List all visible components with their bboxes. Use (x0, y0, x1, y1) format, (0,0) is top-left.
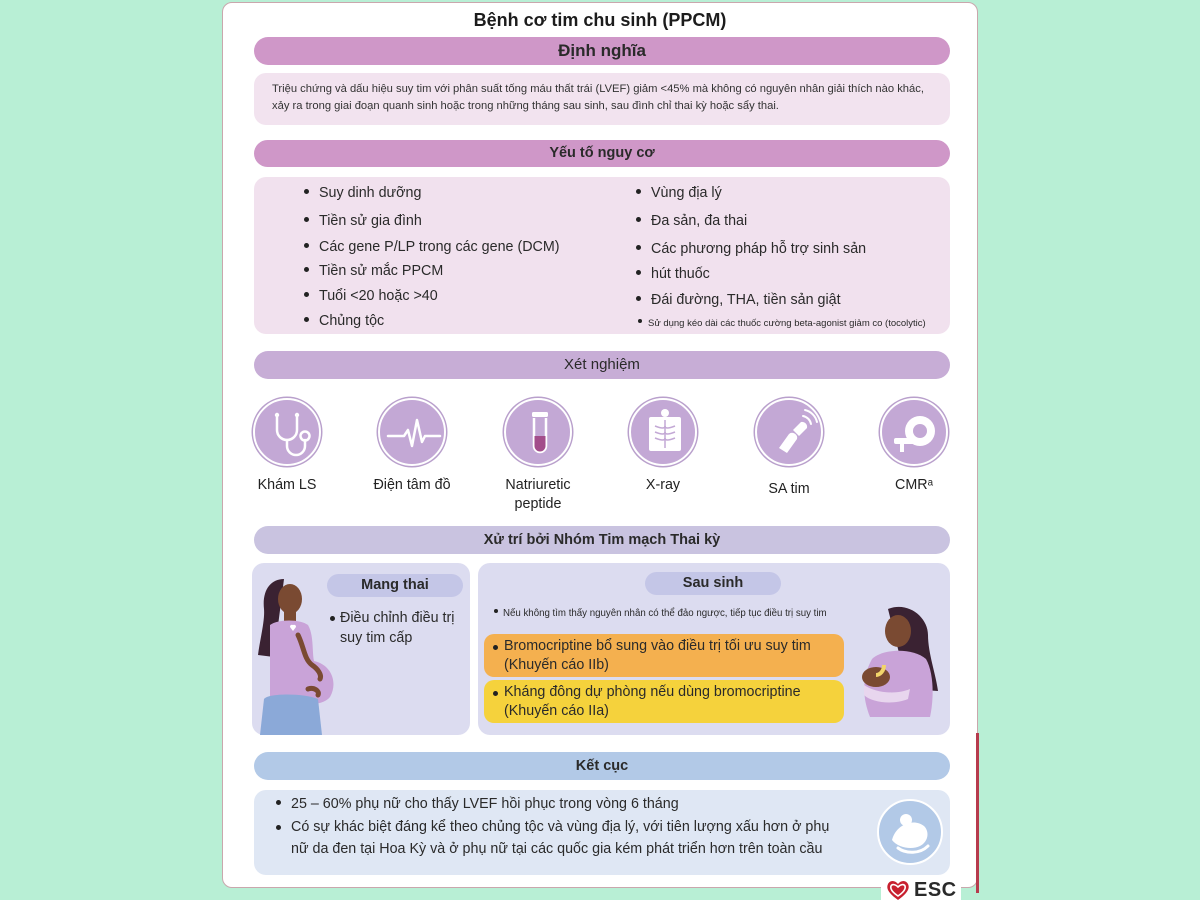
test-label: Natriuretic peptide (505, 477, 571, 512)
test-label: SA tim (768, 481, 810, 497)
postpartum-panel (478, 563, 950, 735)
risk-item: Suy dinh dưỡng (304, 185, 421, 201)
management-heading: Xử trí bởi Nhóm Tim mạch Thai kỳ (254, 526, 950, 554)
risk-item: Các phương pháp hỗ trợ sinh sản (636, 241, 866, 257)
risk-item: Chủng tộc (304, 313, 384, 329)
risk-item: Đái đường, THA, tiền sản giật (636, 292, 841, 308)
risk-item: Các gene P/LP trong các gene (DCM) (304, 239, 560, 255)
test-label: CMRᵃ (895, 477, 933, 493)
xray-icon (629, 398, 697, 466)
outcome-bullet: Có sự khác biệt đáng kể theo chủng tộc và vùng địa lý, với tiên lượng xấu hơn ở phụ nữ da đen tại Hoa Kỳ và ở phụ nữ tại các quốc gia kém phát triển hơn trên toàn cầu (276, 816, 836, 860)
pregnant-woman-illustration (254, 573, 344, 735)
outcome-bullet: 25 – 60% phụ nữ cho thấy LVEF hồi phục trong vòng 6 tháng (276, 793, 679, 815)
risk-heading: Yếu tố nguy cơ (254, 140, 950, 167)
test-label: X-ray (645, 477, 681, 493)
risk-item: Sử dụng kéo dài các thuốc cường beta-agonist giảm co (tocolytic) (638, 318, 926, 329)
risk-item: Tuổi <20 hoặc >40 (304, 288, 438, 304)
risk-panel (254, 177, 950, 334)
risk-item: hút thuốc (636, 266, 710, 282)
postpartum-label: Sau sinh (645, 572, 781, 595)
heart-logo-icon (885, 877, 911, 900)
definition-text: Triệu chứng và dấu hiệu suy tim với phân suất tống máu thất trái (LVEF) giảm <45% mà không có nguyên nhân giải thích nào khác, xảy ra trong giai đoạn quanh sinh hoặc trong những tháng sau sinh, sau đình chỉ thai kỳ hoặc sẩy thai. (254, 73, 950, 125)
mri-scanner-icon (880, 398, 948, 466)
ultrasound-probe-icon (755, 398, 823, 466)
outcome-panel (254, 790, 950, 875)
esc-logo (881, 876, 961, 900)
test-label: Điện tâm đồ (373, 477, 451, 493)
postpartum-bullet: Nếu không tìm thấy nguyên nhân có thể đảo ngược, tiếp tục điều trị suy tim (494, 607, 827, 621)
pregnancy-panel (252, 563, 470, 735)
pregnancy-bullet: Điều chỉnh điều trị suy tim cấp (330, 608, 460, 648)
definition-heading: Định nghĩa (254, 37, 950, 65)
test-label: Khám LS (257, 477, 317, 493)
breastfeeding-mother-illustration (848, 601, 946, 721)
infographic-card (222, 2, 978, 900)
mother-baby-icon (876, 798, 944, 866)
stethoscope-icon (253, 398, 321, 466)
pregnancy-label: Mang thai (327, 574, 463, 597)
tests-heading: Xét nghiệm (254, 351, 950, 379)
card-edge-accent (976, 733, 979, 893)
outcome-heading: Kết cục (254, 752, 950, 780)
esc-logo-text: ESC (914, 878, 957, 900)
anticoagulation-recommendation: Kháng đông dự phòng nếu dùng bromocriptine (Khuyến cáo IIa) (484, 680, 844, 723)
risk-item: Vùng địa lý (636, 185, 722, 201)
risk-item: Tiền sử gia đình (304, 213, 422, 229)
risk-item: Tiền sử mắc PPCM (304, 263, 443, 279)
bromocriptine-recommendation: Bromocriptine bổ sung vào điều trị tối ưu suy tim (Khuyến cáo IIb) (484, 634, 844, 677)
ecg-icon (378, 398, 446, 466)
risk-item: Đa sản, đa thai (636, 213, 747, 229)
test-tube-icon (504, 398, 572, 466)
page-title: Bệnh cơ tim chu sinh (PPCM) (473, 10, 727, 30)
